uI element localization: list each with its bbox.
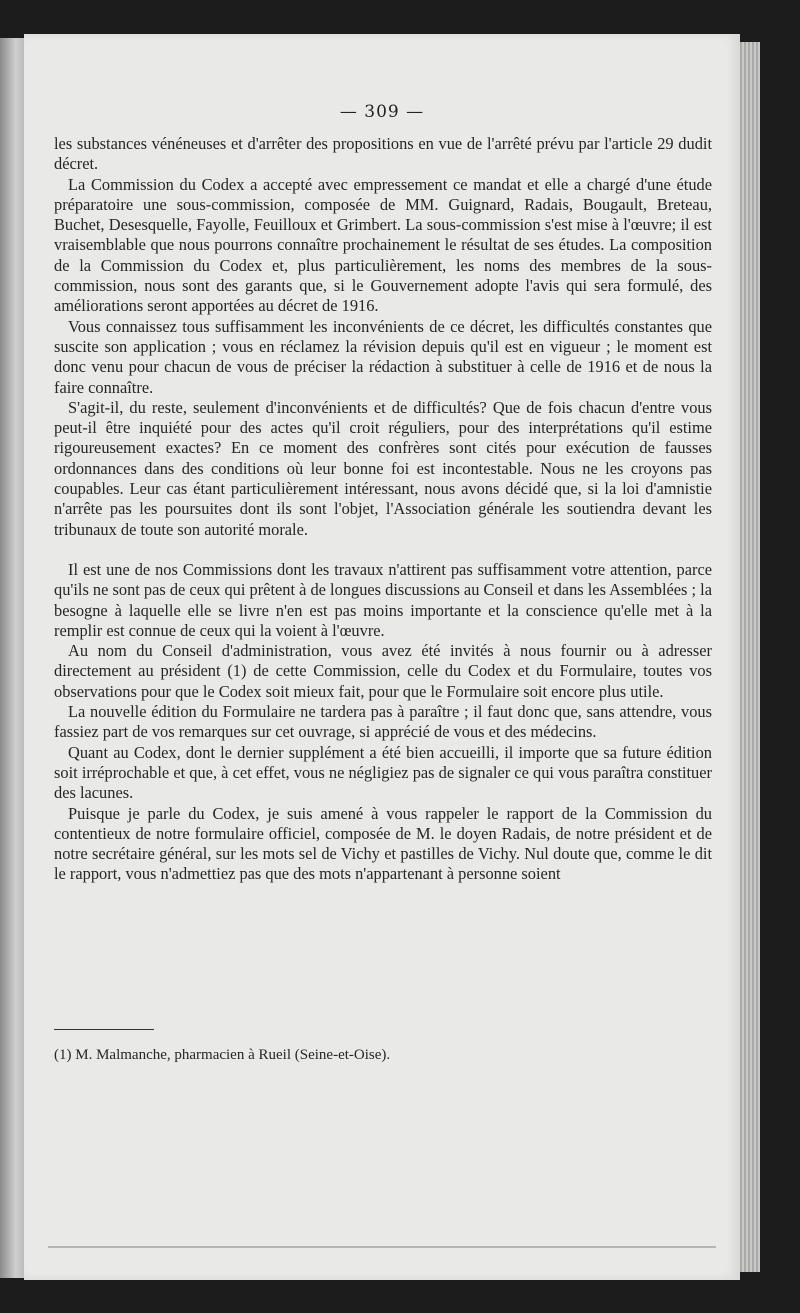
footnote-rule: [54, 1029, 154, 1030]
page-stack-edge: [738, 42, 760, 1272]
body-text: [54, 134, 712, 885]
paragraph: Quant au Codex, dont le dernier supplément a été bien accueilli, il importe que sa future édition soit irréprochable et que, à cet effet, vous ne négligiez pas de signaler ce qui vous paraîtra constituer des lacunes.: [54, 742, 712, 803]
paragraph: Puisque je parle du Codex, je suis amené à vous rappeler le rapport de la Commission du contentieux de notre formulaire officiel, composée de M. le doyen Radais, de notre président et de notre secrétaire général, sur les mots sel de Vichy et pastilles de Vichy. Nul doute que, comme le dit le rapport, vous n'admettiez pas que des mots n'appartenant à personne soient: [54, 803, 712, 884]
paragraph: Il est une de nos Commissions dont les travaux n'attirent pas suffisamment votre attention, parce qu'ils ne sont pas de ceux qui prêtent à de longues discussions au Conseil et dans les Assemblées ; la besogne à laquelle elle se livre n'en est pas moins importante et la conscience qu'elle met à la remplir est connue de ceux qui la voient à l'œuvre.: [54, 559, 713, 640]
paragraph: S'agit-il, du reste, seulement d'inconvénients et de difficultés? Que de fois chacun d'entre vous peut-il être inquiété pour des actes qu'il croit réguliers, pour des interprétations qu'il estime rigoureusement exactes? En ce moment des confrères sont cités pour exécution de fausses ordonnances dans des conditions où leur bonne foi est incontestable. Nous ne les croyons pas coupables. Leur cas étant particulièrement intéressant, nous avons décidé que, si la loi d'amnistie n'arrête pas les poursuites dont ils sont l'objet, l'Association générale les soutiendra devant les tribunaux de toute son autorité morale.: [54, 397, 712, 539]
paragraph: Vous connaissez tous suffisamment les inconvénients de ce décret, les difficultés constantes que suscite son application ; vous en réclamez la révision depuis qu'il est en vigueur ; le moment est donc venu pour chacun de vous de préciser la rédaction à substituer à celle de 1916 et de nous la faire connaître.: [54, 316, 712, 397]
page-bottom-line: [48, 1246, 716, 1248]
paragraph: Au nom du Conseil d'administration, vous avez été invités à nous fournir ou à adresser directement au président (1) de cette Commission, celle du Codex et du Formulaire, toutes vos observations pour que le Codex soit mieux fait, pour que le Formulaire soit encore plus utile.: [54, 641, 712, 701]
footnote: (1) M. Malmanche, pharmacien à Rueil (Seine-et-Oise).: [54, 1047, 391, 1063]
page-number: — 309 —: [339, 102, 425, 122]
paragraph: La nouvelle édition du Formulaire ne tardera pas à paraître ; il faut donc que, sans attendre, vous fassiez part de vos remarques sur cet ouvrage, si apprécié de vous et des médecins.: [54, 702, 712, 742]
left-page-edge: [0, 38, 26, 1278]
paragraph: les substances vénéneuses et d'arrêter des propositions en vue de l'arrêté prévu par l'article 29 dudit décret.: [54, 134, 712, 174]
book-page: [24, 34, 740, 1280]
paragraph: La Commission du Codex a accepté avec empressement ce mandat et elle a chargé d'une étude préparatoire une sous-commission, composée de MM. Guignard, Radais, Bougault, Breteau, Buchet, Desesquelle, Fayolle, Feuilloux et Grimbert. La sous-commission s'est mise à l'œuvre; il est vraisemblable que nous pourrons connaître prochainement le résultat de ses études. La composition de la Commission du Codex et, plus particulièrement, les noms des membres de la sous-commission, nous sont des garants que, si le Gouvernement adopte l'avis qui sera formulé, des améliorations seront apportées au décret de 1916.: [54, 174, 712, 316]
